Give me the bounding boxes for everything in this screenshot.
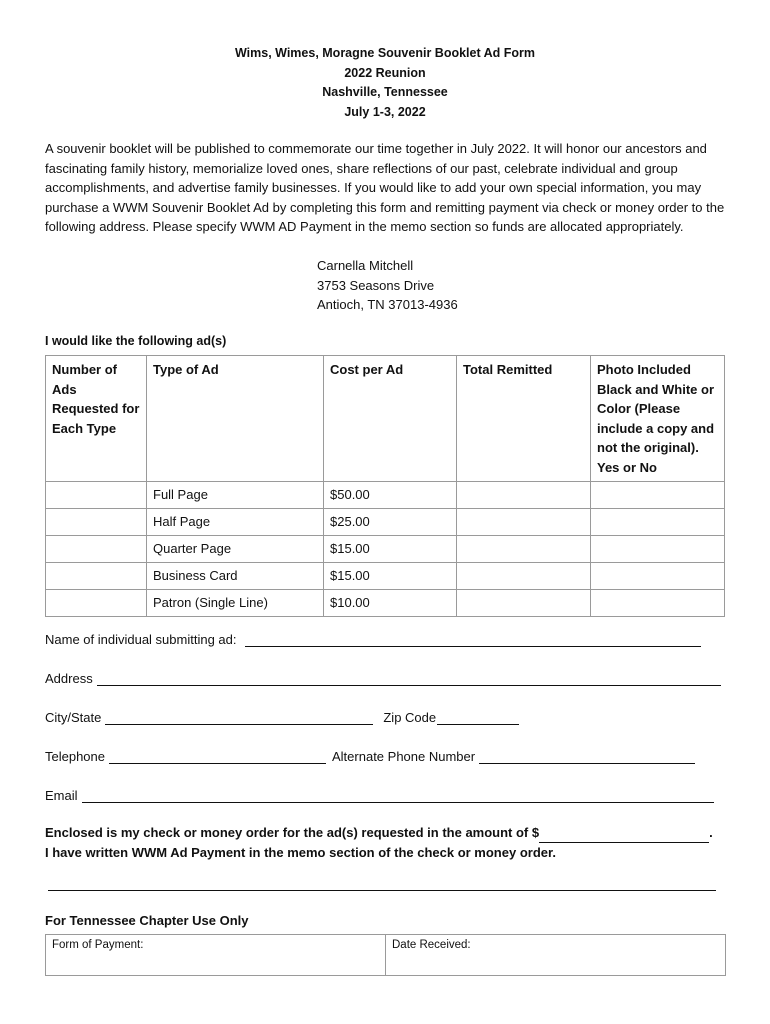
zip-label: Zip Code	[383, 710, 437, 725]
table-row	[46, 482, 725, 509]
memo-statement: I have written WWM Ad Payment in the memo section of the check or money order.	[45, 845, 556, 860]
col-type-of-ad: Type of Ad	[147, 356, 324, 482]
name-input-line[interactable]	[245, 632, 701, 647]
total-remitted-cell[interactable]	[457, 482, 591, 509]
alt-phone-input-line[interactable]	[479, 749, 695, 764]
enclosed-amount-label: Enclosed is my check or money order for the ad(s) requested in the amount of $	[45, 825, 540, 840]
address-input-line[interactable]	[97, 671, 721, 686]
address-name: Carnella Mitchell	[317, 258, 414, 273]
form-header	[0, 44, 770, 122]
city-zip-field-row	[45, 710, 519, 725]
table-row	[46, 509, 725, 536]
address-city: Antioch, TN 37013-4936	[317, 297, 458, 312]
amount-input-line[interactable]	[539, 828, 709, 843]
photo-included-cell[interactable]	[591, 482, 725, 509]
ad-type-cell: Business Card	[147, 563, 324, 590]
address-field-row	[45, 671, 721, 686]
total-remitted-cell[interactable]	[457, 536, 591, 563]
ad-cost-cell: $25.00	[324, 509, 457, 536]
total-remitted-cell[interactable]	[457, 563, 591, 590]
ad-cost-cell: $15.00	[324, 536, 457, 563]
chapter-use-row	[46, 935, 726, 976]
ad-type-cell: Full Page	[147, 482, 324, 509]
ad-type-cell: Patron (Single Line)	[147, 590, 324, 617]
form-title: Wims, Wimes, Moragne Souvenir Booklet Ad Form	[234, 46, 536, 60]
intro-text: A souvenir booklet will be published to commemorate our time together in July 2022. It will honor our ancestors and fascinating family history, memorialize loved ones, share reflections of our past, celebrate individual and group accomplishments, and advertise family businesses. If you would like to add your own special information, you may purchase a WWM Souvenir Booklet Ad by completing this form and remitting payment via check or money order to the following address. Please specify WWM AD Payment in the memo section so funds are allocated appropriately.	[45, 141, 725, 234]
zip-input-line[interactable]	[437, 710, 519, 725]
ads-table-header-row	[46, 356, 725, 482]
enclosed-statement	[45, 823, 735, 863]
reunion-location: Nashville, Tennessee	[322, 85, 448, 99]
total-remitted-cell[interactable]	[457, 590, 591, 617]
address-street: 3753 Seasons Drive	[317, 277, 435, 293]
chapter-use-heading: For Tennessee Chapter Use Only	[45, 913, 249, 928]
email-input-line[interactable]	[82, 788, 714, 803]
col-photo-included: Photo Included Black and White or Color (Please include a copy and not the original). Yes or No	[591, 356, 725, 482]
ad-cost-cell: $50.00	[324, 482, 457, 509]
address-label: Address	[45, 671, 93, 686]
ads-heading: I would like the following ad(s)	[45, 334, 227, 348]
phone-field-row	[45, 749, 695, 764]
photo-included-cell[interactable]	[591, 563, 725, 590]
ads-table	[45, 355, 725, 617]
photo-included-cell[interactable]	[591, 536, 725, 563]
number-of-ads-cell[interactable]	[46, 482, 147, 509]
ad-cost-cell: $15.00	[324, 563, 457, 590]
name-field-row	[45, 632, 701, 647]
signature-line[interactable]	[48, 890, 716, 891]
number-of-ads-cell[interactable]	[46, 509, 147, 536]
email-label: Email	[45, 788, 78, 803]
reunion-dates: July 1-3, 2022	[344, 104, 426, 119]
table-row	[46, 590, 725, 617]
enclosed-line-1	[45, 823, 735, 843]
ad-type-cell: Quarter Page	[147, 536, 324, 563]
ad-cost-cell: $10.00	[324, 590, 457, 617]
city-state-label: City/State	[45, 710, 102, 725]
email-field-row	[45, 788, 714, 803]
photo-included-cell[interactable]	[591, 509, 725, 536]
date-received-label: Date Received:	[392, 939, 471, 951]
form-of-payment-cell[interactable]	[46, 935, 386, 976]
photo-included-cell[interactable]	[591, 590, 725, 617]
name-label: Name of individual submitting ad:	[45, 632, 237, 647]
enclosed-period: .	[709, 825, 713, 840]
alt-phone-label: Alternate Phone Number	[332, 749, 476, 764]
city-state-input-line[interactable]	[105, 710, 373, 725]
intro-paragraph	[45, 139, 735, 237]
telephone-label: Telephone	[45, 749, 105, 764]
col-cost-per-ad: Cost per Ad	[324, 356, 457, 482]
form-of-payment-label: Form of Payment:	[52, 939, 144, 951]
table-row	[46, 536, 725, 563]
number-of-ads-cell[interactable]	[46, 563, 147, 590]
number-of-ads-cell[interactable]	[46, 536, 147, 563]
reunion-year: 2022 Reunion	[344, 65, 426, 80]
col-number-of-ads: Number of Ads Requested for Each Type	[46, 356, 147, 482]
total-remitted-cell[interactable]	[457, 509, 591, 536]
mailing-address	[317, 256, 458, 315]
number-of-ads-cell[interactable]	[46, 590, 147, 617]
date-received-cell[interactable]	[386, 935, 726, 976]
col-total-remitted: Total Remitted	[457, 356, 591, 482]
ad-type-cell: Half Page	[147, 509, 324, 536]
chapter-use-table	[45, 934, 726, 976]
telephone-input-line[interactable]	[109, 749, 326, 764]
table-row	[46, 563, 725, 590]
